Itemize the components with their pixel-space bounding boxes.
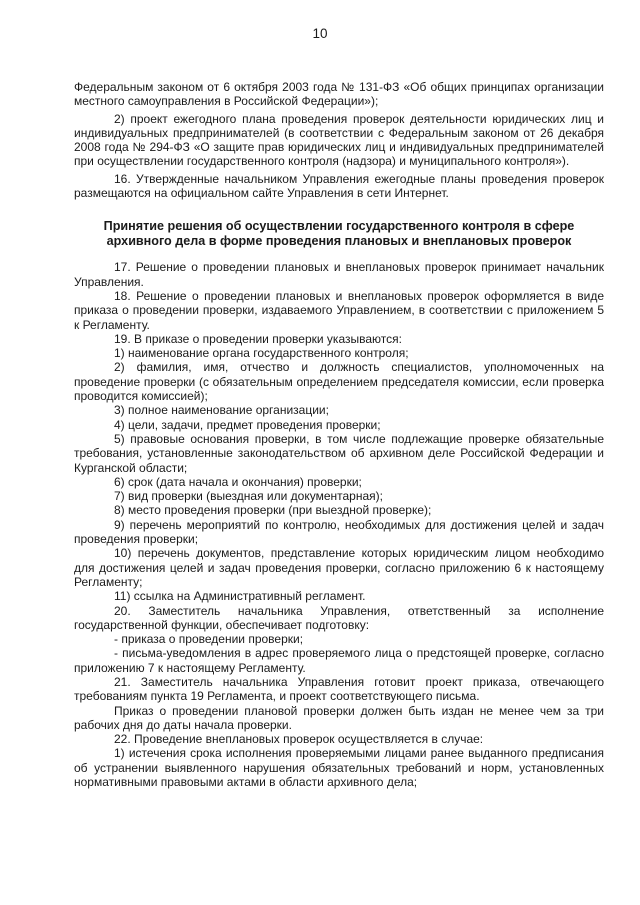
list-item: 9) перечень мероприятий по контролю, необходимых для достижения целей и задач проведения проверки; (74, 517, 604, 547)
list-item: 1) истечения срока исполнения проверяемыми лицами ранее выданного предписания об устранении выявленного нарушения обязательных требований и норм, установленных нормативными правовыми актами в области архивного дела; (74, 746, 604, 790)
paragraph: 17. Решение о проведении плановых и внеплановых проверок принимает начальник Управления. (74, 260, 604, 289)
paragraph: Федеральным законом от 6 октября 2003 года № 131-ФЗ «Об общих принципах организации местного самоуправления в Российской Федерации»); (74, 80, 604, 109)
paragraph: 19. В приказе о проведении проверки указываются: (114, 331, 402, 346)
list-item: 8) место проведения проверки (при выездной проверке); (114, 503, 432, 518)
paragraph: 21. Заместитель начальника Управления готовит проект приказа, отвечающего требованиям пункта 19 Регламента, и проект соответствующего письма. (74, 674, 604, 704)
list-item: 11) ссылка на Административный регламент. (114, 589, 366, 604)
section-heading: Принятие решения об осуществлении государственного контроля в сфере архивного дела в форме проведения плановых и внеплановых проверок (103, 219, 575, 249)
paragraph: 2) проект ежегодного плана проведения проверок деятельности юридических лиц и индивидуальных предпринимателей (в соответствии с Федеральным законом от 26 декабря 2008 года № 294-ФЗ «О защите прав юридических лиц и индивидуальных предпринимателей при осуществлении государственного контроля (надзора) и муниципального контроля»). (74, 111, 604, 169)
list-item: 5) правовые основания проверки, в том числе подлежащие проверке обязательные требования, установленные законодательством об архивном деле Российской Федерации и Курганской области; (74, 431, 604, 475)
paragraph: 20. Заместитель начальника Управления, ответственный за исполнение государственной функции, обеспечивает подготовку: (74, 603, 604, 632)
paragraph: 22. Проведение внеплановых проверок осуществляется в случае: (114, 732, 484, 747)
list-item: 4) цели, задачи, предмет проведения проверки; (114, 417, 381, 432)
list-item: - письма-уведомления в адрес проверяемого лица о предстоящей проверке, согласно приложению 7 к настоящему Регламенту. (74, 646, 604, 675)
document-body (74, 80, 604, 789)
page-number: 10 (312, 26, 328, 41)
list-item: - приказа о проведении проверки; (114, 632, 304, 647)
paragraph: Приказ о проведении плановой проверки должен быть издан не менее чем за три рабочих дня до даты начала проверки. (74, 703, 604, 732)
list-item: 2) фамилия, имя, отчество и должность специалистов, уполномоченных на проведение проверки (с обязательным определением председателя комиссии, если проверка проводится комиссией); (74, 360, 604, 404)
paragraph: 16. Утвержденные начальником Управления ежегодные планы проведения проверок размещаются на официальном сайте Управления в сети Интернет. (74, 171, 604, 201)
list-item: 1) наименование органа государственного контроля; (114, 346, 409, 361)
paragraph: 18. Решение о проведении плановых и внеплановых проверок оформляется в виде приказа о проведении проверки, издаваемого Управлением, в соответствии с приложением 5 к Регламенту. (74, 288, 604, 332)
list-item: 6) срок (дата начала и окончания) проверки; (114, 474, 362, 489)
list-item: 10) перечень документов, представление которых юридическим лицом необходимо для достижения целей и задач проведения проверки, согласно приложению 6 к настоящему Регламенту; (74, 546, 604, 589)
list-item: 7) вид проверки (выездная или документарная); (114, 489, 383, 504)
list-item: 3) полное наименование организации; (114, 403, 329, 418)
